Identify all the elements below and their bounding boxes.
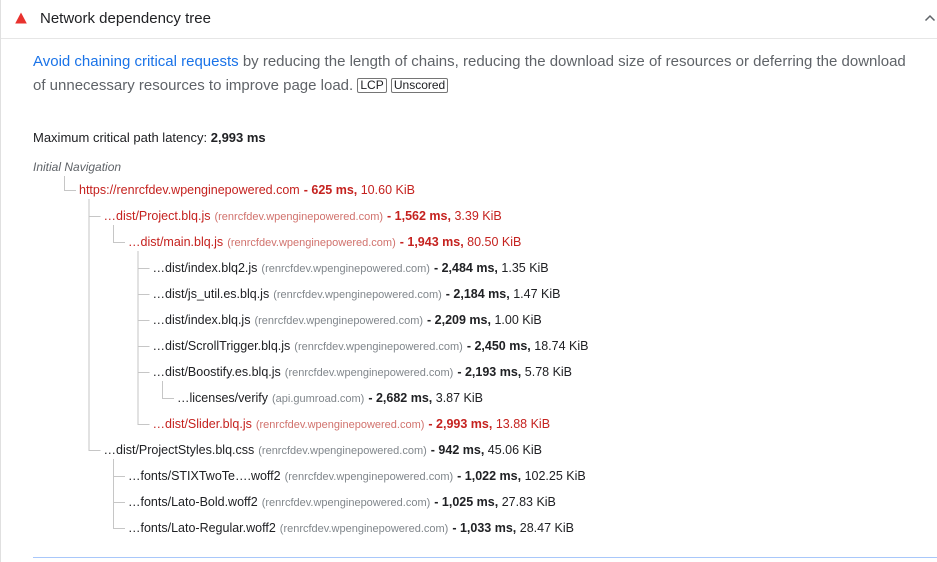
request-host: (renrcfdev.wpenginepowered.com) xyxy=(294,341,463,353)
tree-row xyxy=(128,520,574,536)
request-host: (renrcfdev.wpenginepowered.com) xyxy=(255,419,425,431)
tree-row xyxy=(153,312,542,328)
request-host: (renrcfdev.wpenginepowered.com) xyxy=(254,315,424,327)
request-size: 3.39 KiB xyxy=(454,209,502,223)
request-size: 80.50 KiB xyxy=(467,235,522,249)
audit-title: Network dependency tree xyxy=(40,10,211,27)
request-latency: - 1,022 ms, xyxy=(457,469,522,483)
request-latency: - 942 ms, xyxy=(430,443,485,457)
request-size: 1.47 KiB xyxy=(513,287,561,301)
request-url[interactable]: …dist/ProjectStyles.blq.css xyxy=(103,443,255,457)
tree-row xyxy=(177,390,483,406)
request-host: (renrcfdev.wpenginepowered.com) xyxy=(284,471,454,483)
request-url[interactable]: …fonts/Lato-Bold.woff2 xyxy=(128,495,258,509)
request-size: 10.60 KiB xyxy=(360,183,415,197)
tree-row xyxy=(153,364,573,380)
request-latency: - 2,193 ms, xyxy=(457,365,522,379)
request-url[interactable]: …fonts/Lato-Regular.woff2 xyxy=(128,521,276,535)
max-latency-value: 2,993 ms xyxy=(210,130,266,145)
request-size: 3.87 KiB xyxy=(435,391,484,405)
request-host: (api.gumroad.com) xyxy=(272,393,365,405)
max-latency-label: Maximum critical path latency: xyxy=(33,130,211,145)
request-host: (renrcfdev.wpenginepowered.com) xyxy=(261,497,431,509)
request-size: 28.47 KiB xyxy=(519,521,574,535)
request-url[interactable]: …dist/index.blq2.js xyxy=(152,261,258,275)
request-url[interactable]: …dist/Project.blq.js xyxy=(103,209,211,223)
request-host: (renrcfdev.wpenginepowered.com) xyxy=(214,211,384,223)
tree-row xyxy=(128,234,521,250)
request-url[interactable]: …fonts/STIXTwoTe….woff2 xyxy=(128,469,281,483)
avoid-chaining-link[interactable]: Avoid chaining critical requests xyxy=(33,53,239,70)
request-host: (renrcfdev.wpenginepowered.com) xyxy=(279,523,449,535)
request-size: 18.74 KiB xyxy=(534,339,589,353)
request-host: (renrcfdev.wpenginepowered.com) xyxy=(258,445,427,457)
request-latency: - 2,682 ms, xyxy=(368,391,433,405)
tree-row xyxy=(153,260,549,276)
request-latency: - 1,025 ms, xyxy=(434,495,499,509)
tree-row xyxy=(128,468,586,484)
request-latency: - 2,450 ms, xyxy=(466,339,531,353)
request-size: 27.83 KiB xyxy=(501,495,556,509)
request-latency: - 2,184 ms, xyxy=(445,287,510,301)
request-size: 13.88 KiB xyxy=(495,417,551,431)
request-latency: - 1,943 ms, xyxy=(399,235,464,249)
request-url[interactable]: …dist/index.blq.js xyxy=(152,313,251,327)
request-size: 45.06 KiB xyxy=(487,443,543,457)
request-latency: - 2,993 ms, xyxy=(428,417,493,431)
tree-row xyxy=(153,286,561,302)
description-text: by reducing the length of chains, reducing the download size of resources or deferring the download of unnecessary resources to improve page load. xyxy=(33,53,906,94)
request-latency: - 1,033 ms, xyxy=(452,521,517,535)
request-size: 5.78 KiB xyxy=(524,365,573,379)
lcp-badge: LCP xyxy=(357,78,386,93)
unscored-badge: Unscored xyxy=(391,78,448,93)
tree-row xyxy=(104,208,502,224)
request-size: 1.00 KiB xyxy=(494,313,542,327)
request-size: 102.25 KiB xyxy=(524,469,586,483)
tree-row xyxy=(153,338,589,354)
tree-row xyxy=(153,416,551,432)
request-url[interactable]: https://renrcfdev.wpenginepowered.com xyxy=(79,183,300,197)
request-url[interactable]: …dist/js_util.es.blq.js xyxy=(152,287,270,301)
request-latency: - 2,209 ms, xyxy=(427,313,491,327)
tree-row xyxy=(128,494,556,510)
request-host: (renrcfdev.wpenginepowered.com) xyxy=(261,263,430,275)
request-host: (renrcfdev.wpenginepowered.com) xyxy=(273,289,442,301)
request-url[interactable]: …dist/ScrollTrigger.blq.js xyxy=(152,339,291,353)
initial-navigation-label: Initial Navigation xyxy=(33,160,122,174)
request-host: (renrcfdev.wpenginepowered.com) xyxy=(227,237,396,249)
request-latency: - 2,484 ms, xyxy=(433,261,498,275)
tree-row xyxy=(79,182,415,198)
request-url[interactable]: …dist/main.blq.js xyxy=(128,235,224,249)
bottom-divider xyxy=(33,557,937,558)
request-latency: - 625 ms, xyxy=(303,183,358,197)
request-url[interactable]: …dist/Slider.blq.js xyxy=(152,417,252,431)
request-url[interactable]: …licenses/verify xyxy=(177,391,268,405)
request-size: 1.35 KiB xyxy=(501,261,549,275)
request-latency: - 1,562 ms, xyxy=(387,209,451,223)
request-url[interactable]: …dist/Boostify.es.blq.js xyxy=(152,365,281,379)
request-host: (renrcfdev.wpenginepowered.com) xyxy=(284,367,454,379)
tree-row xyxy=(104,442,543,458)
